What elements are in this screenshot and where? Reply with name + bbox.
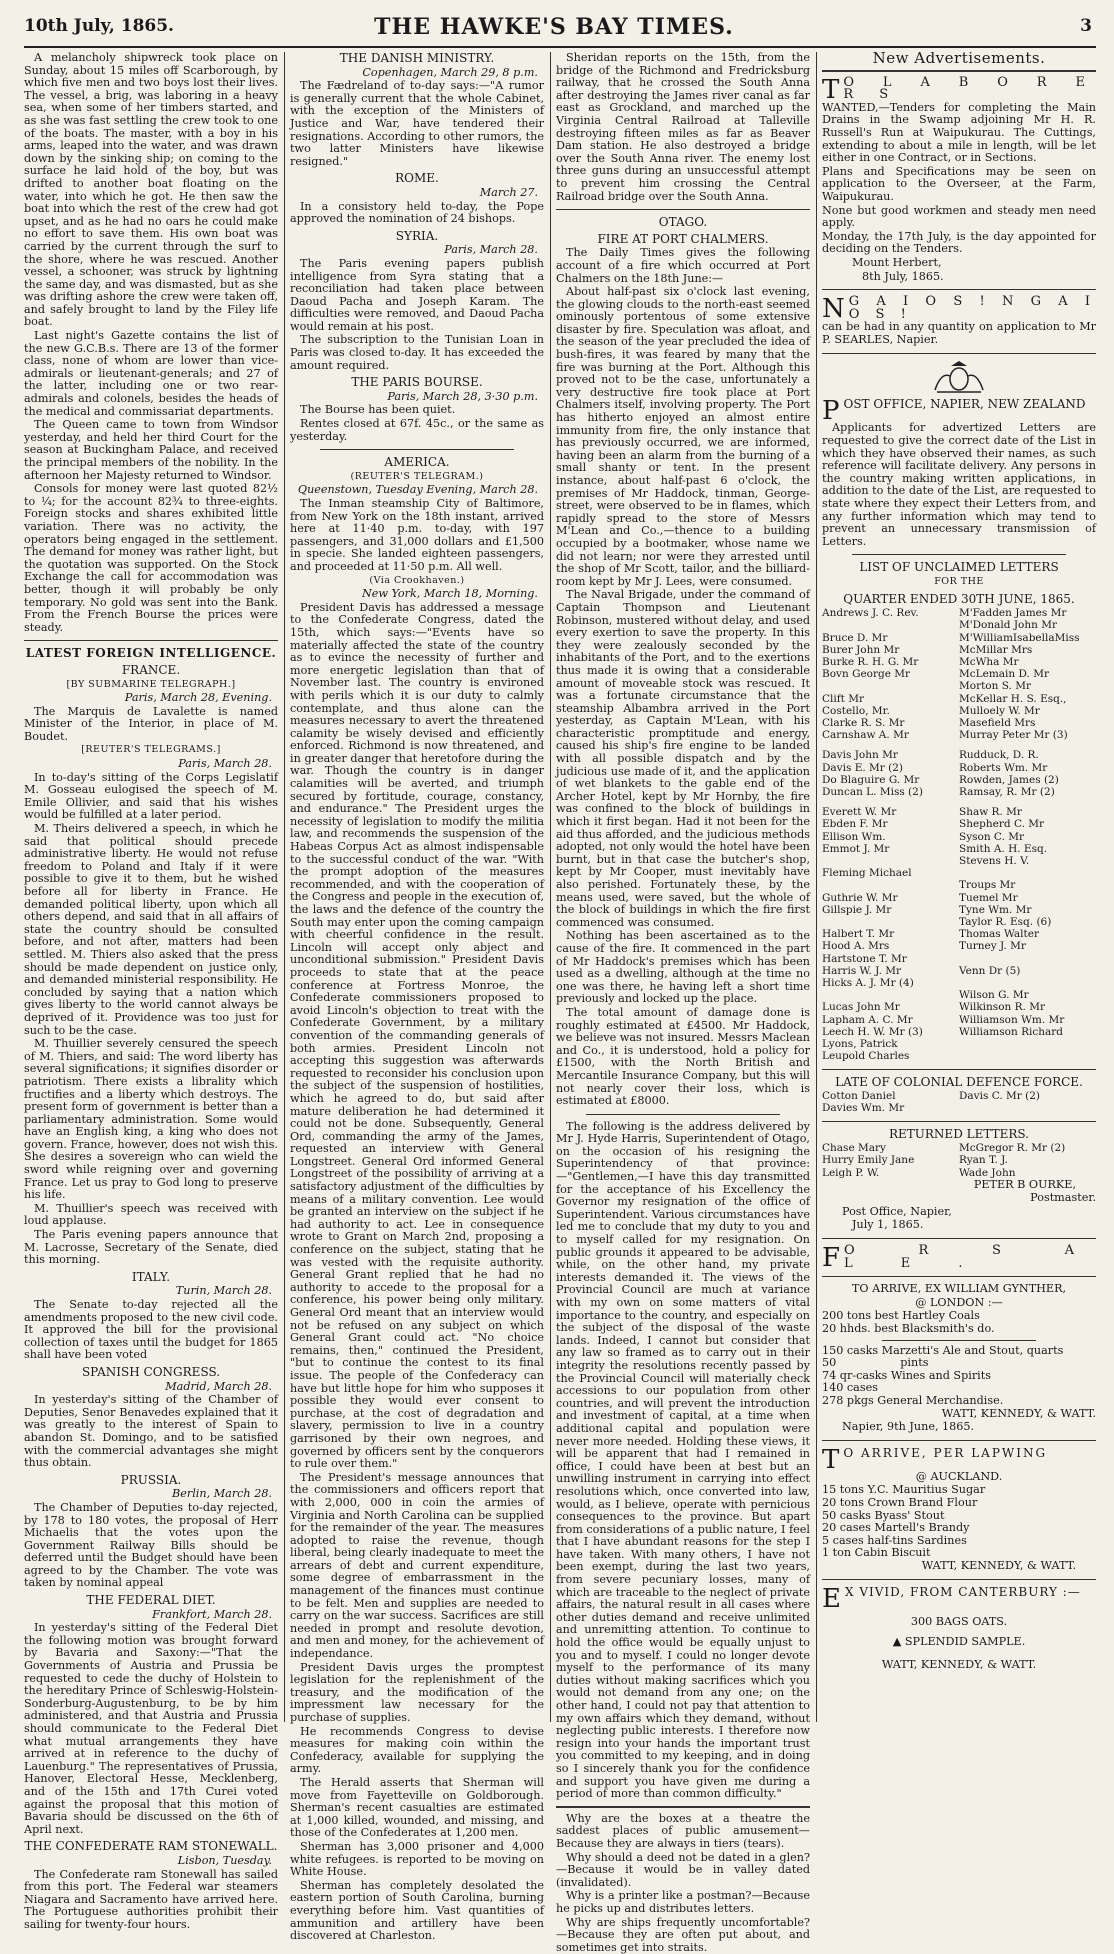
letter-name bbox=[822, 916, 959, 928]
letter-row bbox=[822, 632, 1096, 644]
heading-america: AMERICA. bbox=[290, 456, 544, 469]
letter-name bbox=[959, 1038, 1096, 1050]
letter-name bbox=[822, 741, 959, 749]
list-item: 15 tons Y.C. Mauritius Sugar bbox=[822, 1484, 1096, 1497]
ad-title: OST OFFICE, NAPIER, NEW ZEALAND bbox=[844, 397, 1086, 411]
heading-prussia: PRUSSIA. bbox=[24, 1474, 278, 1487]
letter-name: Murray Peter Mr (3) bbox=[959, 729, 1096, 741]
letter-name: Fleming Michael bbox=[822, 867, 959, 879]
heading-paris-bourse: THE PARIS BOURSE. bbox=[290, 376, 544, 389]
column-rule bbox=[550, 52, 551, 1722]
byline: (Via Crookhaven.) bbox=[290, 575, 544, 588]
divider bbox=[24, 640, 278, 641]
letter-name: Davis C. Mr (2) bbox=[959, 1090, 1096, 1102]
ad-title: O L A B O R E R S bbox=[843, 75, 1096, 103]
heading-rome: ROME. bbox=[290, 172, 544, 185]
letter-name: Burke R. H. G. Mr bbox=[822, 656, 959, 668]
drop-cap: T bbox=[822, 1449, 839, 1471]
paragraph: The Herald asserts that Sherman will move from Fayetteville on Goldborough. Sherman's recent casualties are estimated at 1,000 killed, wounded, and missing, and those of the Confederates at 1,200 men. bbox=[290, 1777, 544, 1840]
list-item: 150 casks Marzetti's Ale and Stout, quarts bbox=[822, 1345, 1096, 1358]
divider bbox=[822, 289, 1096, 290]
dateline: Copenhagen, March 29, 8 p.m. bbox=[290, 67, 538, 80]
letter-name: Venn Dr (5) bbox=[959, 965, 1096, 977]
label: FOR THE bbox=[822, 576, 1096, 589]
heading-fire-port-chalmers: FIRE AT PORT CHALMERS. bbox=[556, 233, 810, 246]
letter-name: Ryan T. J. bbox=[959, 1154, 1096, 1166]
letter-name bbox=[959, 977, 1096, 989]
letter-name: Lucas John Mr bbox=[822, 1001, 959, 1013]
ad-signature: WATT, KENNEDY, & WATT. bbox=[822, 1560, 1076, 1573]
ad-post-office bbox=[822, 398, 1096, 1232]
letter-name: Guthrie W. Mr bbox=[822, 892, 959, 904]
dateline: March 27. bbox=[290, 187, 538, 200]
letter-name: McKellar H. S. Esq., bbox=[959, 693, 1096, 705]
letter-row bbox=[822, 1142, 1096, 1154]
heading-syria: SYRIA. bbox=[290, 230, 544, 243]
ad-signature: WATT, KENNEDY, & WATT. bbox=[822, 1659, 1096, 1672]
paragraph: About half-past six o'clock last evening, the glowing clouds to the north-east seemed ominously portentous of some extensive disaster by fire. Speculation was afloat, and the season of the year precluded the idea of bush-fires, it was feared by many that the fire was burning at the Port. Although this proved not to be the case, unfortunately a very destructive fire took place at Port Chalmers itself, involving property. The Port has hitherto enjoyed an almost entire immunity from fire, the only instance that has previously occurred, we are informed, having been an alarm from the burning of a small shanty or tent. In the present instance, about half-past 6 o'clock, the premises of Mr Haddock, tinman, George-street, were observed to be in flames, which rapidly spread to the store of Messrs M'Lean and Co.,—thence to a building occupied by a bootmaker, whose name we did not learn; nor were they arrested until the shop of Mr Scott, tailor, and the billiard-room kept by Mr J. Lees, were consumed. bbox=[556, 286, 810, 588]
letter-name: Williamson Richard bbox=[959, 1026, 1096, 1038]
paragraph: The Paris evening papers publish intelligence from Syra stating that a reconciliation had taken place between Daoud Pacha and Joseph Karam. The difficulties were removed, and Daoud Pacha would remain at his post. bbox=[290, 258, 544, 334]
divider bbox=[320, 449, 514, 450]
letter-row bbox=[822, 916, 1096, 928]
letter-row bbox=[822, 607, 1096, 619]
paragraph: President Davis urges the promptest legislation for the replenishment of the treasury, and the modification of the impressment law necessary for the purchase of supplies. bbox=[290, 1662, 544, 1725]
divider bbox=[556, 209, 810, 210]
letter-name: Smith A. H. Esq. bbox=[959, 843, 1096, 855]
letter-name: M'Fadden James Mr bbox=[959, 607, 1096, 619]
list-item: 278 pkgs General Merchandise. bbox=[822, 1395, 1096, 1408]
paragraph: Applicants for advertized Letters are requested to give the correct date of the List in which they have observed their names, as such reference will facilitate delivery. Any persons in the country making written applications, in addition to the date of the List, are requested to state where they expect their Letters from, and any further information which may tend to prevent an unnecessary transmission of Letters. bbox=[822, 422, 1096, 548]
ad-for-sale bbox=[822, 1245, 1096, 1434]
list-item: 20 hhds. best Blacksmith's do. bbox=[822, 1323, 1096, 1336]
letter-name bbox=[822, 989, 959, 1001]
letter-name: Davies Wm. Mr bbox=[822, 1102, 959, 1114]
letter-row bbox=[822, 855, 1096, 867]
letter-row bbox=[822, 806, 1096, 818]
letter-name: Ramsay, R. Mr (2) bbox=[959, 786, 1096, 798]
divider bbox=[822, 1579, 1096, 1580]
divider bbox=[586, 1114, 780, 1115]
list-item: 5 cases half-tins Sardines bbox=[822, 1535, 1096, 1548]
letter-row bbox=[822, 1090, 1096, 1102]
drop-cap: P bbox=[822, 400, 840, 422]
dateline: Turin, March 28. bbox=[24, 1285, 272, 1298]
letter-name: Harris W. J. Mr bbox=[822, 965, 959, 977]
heading-unclaimed-letters: LIST OF UNCLAIMED LETTERS bbox=[822, 561, 1096, 574]
letter-name: Andrews J. C. Rev. bbox=[822, 607, 959, 619]
letter-row bbox=[822, 798, 1096, 806]
list-item: 20 cases Martell's Brandy bbox=[822, 1522, 1096, 1535]
letter-row bbox=[822, 644, 1096, 656]
dateline: Berlin, March 28. bbox=[24, 1488, 272, 1501]
column-rule bbox=[816, 52, 817, 1722]
paragraph: In yesterday's sitting of the Federal Diet the following motion was brought forward by Bavaria and Saxony:—"That the Governments of Austria and Prussia be requested to cede the duchy of Holstein to the hereditary Prince of Schleswig-Holstein-Sonderburg-Augustenburg, to be by him administered, and that Austria and Prussia should communicate to the Federal Diet what mutual arrangements they have arrived at in reference to the duchy of Lauenburg." The representatives of Prussia, Hanover, Electoral Hesse, Mecklenberg, and of the 15th and 17th Curei voted against the proposal that this motion of Bavaria should be discussed on the 6th of April next. bbox=[24, 1622, 278, 1836]
letter-name: Tyne Wm. Mr bbox=[959, 904, 1096, 916]
item-list bbox=[822, 1310, 1096, 1335]
letter-name: Leupold Charles bbox=[822, 1050, 959, 1062]
post-office-date: July 1, 1865. bbox=[822, 1219, 1096, 1232]
letter-row bbox=[822, 1154, 1096, 1166]
newspaper-page bbox=[24, 10, 1096, 1725]
ad-subtitle: @ LONDON :— bbox=[822, 1297, 1096, 1310]
letter-name: Hurry Emily Jane bbox=[822, 1154, 959, 1166]
letter-name bbox=[822, 855, 959, 867]
letter-name: Shepherd C. Mr bbox=[959, 818, 1096, 830]
letter-name bbox=[959, 741, 1096, 749]
item-list bbox=[822, 1345, 1096, 1408]
paragraph: Sherman has 3,000 prisoner and 4,000 white refugees. is reported to be moving on White House. bbox=[290, 1841, 544, 1879]
paragraph: can be had in any quantity on application to Mr P. SEARLES, Napier. bbox=[822, 321, 1096, 346]
letter-name: Mulloely W. Mr bbox=[959, 705, 1096, 717]
letter-row bbox=[822, 1014, 1096, 1026]
letter-row bbox=[822, 818, 1096, 830]
letter-name: Rowden, James (2) bbox=[959, 774, 1096, 786]
letter-row bbox=[822, 1038, 1096, 1050]
page-number: 3 bbox=[1080, 16, 1092, 36]
letter-row bbox=[822, 729, 1096, 741]
letter-name: Duncan L. Miss (2) bbox=[822, 786, 959, 798]
paragraph: In a consistory held to-day, the Pope approved the nomination of 24 bishops. bbox=[290, 201, 544, 226]
paragraph: The Paris evening papers announce that M. Lacrosse, Secretary of the Senate, died this morning. bbox=[24, 1229, 278, 1267]
paragraph: The Naval Brigade, under the command of Captain Thompson and Lieutenant Robinson, mustered without delay, and used every exertion to save the property. In this they were zealously seconded by the inhabitants of the Port, and to the exertions thus made it is owing that a considerable amount of moveable stock was rescued. It was a fortunate circumstance that the steamship Albambra arrived in the Port yesterday, as Captain M'Lean, with his characteristic promptitude and energy, caused his ship's fire engine to be landed with all possible dispatch and by the judicious use made of it, and the application of wet blankets to the gable end of the Archer Hotel, kept by Mr Hornby, the fire was confined to the block of buildings in which it first began. Had it not been for the aid thus afforded, and the judicious methods adopted, not only would the hotel have been burnt, but in that case the butcher's shop, kept by Mr Cooper, must inevitably have also perished. Fortunately these, by the means used, were saved, but the whole of the block of buildings in which the fire first commenced was consumed. bbox=[556, 589, 810, 929]
divider bbox=[556, 1806, 810, 1808]
letter-name: Costello, Mr. bbox=[822, 705, 959, 717]
article-consols: Consols for money were last quoted 82½ to ¼; for the account 82¾ to three-eights. Foreign stocks and shares exhibited little variation. There was no activity, the operators being engaged in the settlement. The demand for money was rather light, but the quotation was supported. On the Stock Exchange the call for accommodation was better, though it will probably be only temporary. No gold was sent into the Bank. From the French Bourse the prices were steady. bbox=[24, 483, 278, 634]
letter-name: Tuemel Mr bbox=[959, 892, 1096, 904]
royal-crest-icon bbox=[929, 360, 989, 394]
letter-name: Davis E. Mr (2) bbox=[822, 762, 959, 774]
joke: Why is a printer like a postman?—Because he picks up and distributes letters. bbox=[556, 1890, 810, 1915]
paragraph: Plans and Specifications may be seen on application to the Overseer, at the Farm, Waipukurau. bbox=[822, 166, 1096, 204]
paragraph: The Bourse has been quiet. bbox=[290, 404, 544, 417]
ad-title: X VIVID, FROM CANTERBURY :— bbox=[845, 1585, 1081, 1599]
column-3 bbox=[556, 52, 810, 1722]
postmaster-name: PETER B OURKE, bbox=[822, 1179, 1076, 1192]
signature: 8th July, 1865. bbox=[822, 271, 1096, 284]
letter-row bbox=[822, 1001, 1096, 1013]
paragraph: WANTED,—Tenders for completing the Main Drains in the Swamp adjoining Mr H. R. Russell's Run at Waipukurau. The Cuttings, extending to about a mile in length, will be let either in one Contract, or in Sections. bbox=[822, 102, 1096, 165]
dateline: Queenstown, Tuesday Evening, March 28. bbox=[290, 484, 538, 497]
letter-name: Stevens H. V. bbox=[959, 855, 1096, 867]
letter-name: Hood A. Mrs bbox=[822, 940, 959, 952]
dateline: Paris, March 28. bbox=[290, 244, 538, 257]
letter-row bbox=[822, 989, 1096, 1001]
letter-name bbox=[959, 1050, 1096, 1062]
letter-row bbox=[822, 953, 1096, 965]
paragraph: He recommends Congress to devise measures for making coin within the Confederacy, available for supplying the army. bbox=[290, 1726, 544, 1776]
letter-name: Chase Mary bbox=[822, 1142, 959, 1154]
byline: [BY SUBMARINE TELEGRAPH.] bbox=[24, 679, 278, 692]
ad-laborers bbox=[822, 77, 1096, 284]
divider bbox=[852, 554, 1066, 555]
signature: Mount Herbert, bbox=[822, 257, 1096, 270]
dateline: Frankfort, March 28. bbox=[24, 1609, 272, 1622]
paragraph: The Daily Times gives the following account of a fire which occurred at Port Chalmers on the 18th June:— bbox=[556, 247, 810, 285]
dateline: Paris, March 28, 3·30 p.m. bbox=[290, 391, 538, 404]
letter-name: Everett W. Mr bbox=[822, 806, 959, 818]
paragraph: The Confederate ram Stonewall has sailed from this port. The Federal war steamers Niagara and Sacramento have arrived here. The Portuguese authorities prohibit their sailing for twenty-four hours. bbox=[24, 1869, 278, 1932]
letter-name bbox=[959, 798, 1096, 806]
letter-row bbox=[822, 940, 1096, 952]
paragraph: The Inman steamship City of Baltimore, from New York on the 18th instant, arrived here at 11·40 p.m. to-day, with 197 passengers, and 31,000 dollars and £1,500 in specie. She landed eighteen passengers, and proceeded at 11·50 p.m. All well. bbox=[290, 498, 544, 574]
ad-subtitle: ▲ SPLENDID SAMPLE. bbox=[822, 1636, 1096, 1649]
list-item: 74 qr-casks Wines and Spirits bbox=[822, 1370, 1096, 1383]
heading-spanish-congress: SPANISH CONGRESS. bbox=[24, 1366, 278, 1379]
letter-name: Shaw R. Mr bbox=[959, 806, 1096, 818]
letter-row bbox=[822, 680, 1096, 692]
paragraph: None but good workmen and steady men need apply. bbox=[822, 205, 1096, 230]
joke: Why should a deed not be dated in a glen?—Because it would be in valley dated (invalidated). bbox=[556, 1852, 810, 1890]
letter-name: Rudduck, D. R. bbox=[959, 749, 1096, 761]
letter-name bbox=[822, 619, 959, 631]
letter-name: Davis John Mr bbox=[822, 749, 959, 761]
heading-quarter: QUARTER ENDED 30TH JUNE, 1865. bbox=[822, 593, 1096, 606]
letter-name bbox=[959, 953, 1096, 965]
list-item: 140 cases bbox=[822, 1382, 1096, 1395]
divider bbox=[822, 70, 1096, 72]
heading-returned-letters: RETURNED LETTERS. bbox=[822, 1128, 1096, 1141]
letter-name: Emmot J. Mr bbox=[822, 843, 959, 855]
dateline: New York, March 18, Morning. bbox=[290, 588, 538, 601]
drop-cap: E bbox=[822, 1588, 841, 1610]
byline: (REUTER'S TELEGRAM.) bbox=[290, 471, 544, 484]
letter-row bbox=[822, 904, 1096, 916]
letter-row bbox=[822, 705, 1096, 717]
heading-italy: ITALY. bbox=[24, 1271, 278, 1284]
letter-row bbox=[822, 867, 1096, 879]
letter-name: Lapham A. C. Mr bbox=[822, 1014, 959, 1026]
divider bbox=[822, 1276, 1096, 1277]
heading-ram-stonewall: THE CONFEDERATE RAM STONEWALL. bbox=[24, 1840, 278, 1853]
letter-row bbox=[822, 977, 1096, 989]
letter-row bbox=[822, 1167, 1096, 1179]
ad-signature: WATT, KENNEDY, & WATT. bbox=[822, 1408, 1096, 1421]
letter-row bbox=[822, 668, 1096, 680]
letter-name: McWha Mr bbox=[959, 656, 1096, 668]
letter-name: Leech H. W. Mr (3) bbox=[822, 1026, 959, 1038]
letter-name: Do Blaguire G. Mr bbox=[822, 774, 959, 786]
letter-name: Taylor R. Esq. (6) bbox=[959, 916, 1096, 928]
ad-vivid bbox=[822, 1586, 1096, 1672]
letter-row bbox=[822, 786, 1096, 798]
ad-subtitle: @ AUCKLAND. bbox=[822, 1471, 1096, 1484]
issue-date: 10th July, 1865. bbox=[24, 16, 174, 36]
paragraph: M. Theirs delivered a speech, in which he said that political should precede administrative liberty. He would not refuse freedom to Poland and Italy if it were possible to give it to them, but he wished before all for liberty in France. He demanded political liberty, upon which all others depend, and said that in all affairs of state the country should be consulted before, and not after, matters had been settled. M. Thiers also asked that the press should be made dependent on justice only, and demanded ministerial responsibility. He concluded by saying that a nation which gives liberty to the world cannot always be deprived of it. Providence was too just for such to be the case. bbox=[24, 823, 278, 1037]
heading-new-advertisements: New Advertisements. bbox=[822, 52, 1096, 65]
paragraph: M. Thuillier severely censured the speech of M. Thiers, and said: The word liberty has several significations; it signifies disorder or patriotism. There exists a librality which fructifies and a liberty which destroys. The present form of government is better than a parliamentary administration. Some would have an English king, a king who does not govern. France, however, does not wish this. She desires a sovereign who can wield the sword while reigning over and governing France. Let us pray to God long to preserve his life. bbox=[24, 1038, 278, 1202]
postmaster-title: Postmaster. bbox=[822, 1192, 1096, 1205]
article-gazette: Last night's Gazette contains the list of the new G.C.B.s. There are 13 of the former class, none of whom are lower than vice-admirals or lieutenant-generals; and 27 of the latter, including one or two rear-admirals and colonels, besides the heads of the medical and commissariat departments. bbox=[24, 330, 278, 418]
drop-cap: F bbox=[822, 1247, 840, 1269]
paragraph: In yesterday's sitting of the Chamber of Deputies, Senor Benavedes explained that it was greatly to the interest of Spain to abandon St. Domingo, and to be satisfied with the commercial advantages she might thus obtain. bbox=[24, 1394, 278, 1470]
list-item: 200 tons best Hartley Coals bbox=[822, 1310, 1096, 1323]
letter-row bbox=[822, 1026, 1096, 1038]
list-item: 50 casks Byass' Stout bbox=[822, 1510, 1096, 1523]
paragraph: In to-day's sitting of the Corps Legislatif M. Gosseau eulogised the speech of M. Emile Ollivier, and said that his wishes would be fulfilled at a later period. bbox=[24, 772, 278, 822]
letter-name: Thomas Walter bbox=[959, 928, 1096, 940]
paragraph: The total amount of damage done is roughly estimated at £4500. Mr Haddock, we believe was not insured. Messrs Maclean and Co., it is understood, hold a policy for £1500, with the North British and Mercantile Insurance Company, but this will not nearly cover their loss, which is estimated at £8000. bbox=[556, 1007, 810, 1108]
divider bbox=[822, 1121, 1096, 1122]
drop-cap: N bbox=[822, 298, 845, 320]
article-sheridan: Sheridan reports on the 15th, from the bridge of the Richmond and Fredricksburg railway, that he crossed the South Anna after destroying the James river canal as far east as Grockland, and marched up the Virginia Central Railroad at Talleville destroying fifteen miles as far as Beaver Dam station. He also destroyed a bridge over the South Anna river. The enemy lost three guns during an unsuccessful attempt to prevent him crossing the Central Railroad bridge over the South Anna. bbox=[556, 52, 810, 203]
paragraph: The Fædreland of to-day says:—"A rumor is generally current that the whole Cabinet, with the exception of the Ministers of Justice and War, have tendered their resignations. According to other rumors, the two latter Ministers have likewise resigned." bbox=[290, 80, 544, 168]
list-item: 1 ton Cabin Biscuit bbox=[822, 1547, 1096, 1560]
heading-otago: OTAGO. bbox=[556, 216, 810, 229]
letter-name: Roberts Wm. Mr bbox=[959, 762, 1096, 774]
letter-name: Leigh P. W. bbox=[822, 1167, 959, 1179]
letter-name: Lyons, Patrick bbox=[822, 1038, 959, 1050]
letter-row bbox=[822, 965, 1096, 977]
paragraph: The President's message announces that the commissioners and officers report that with 2,000, 000 in coin the armies of Virginia and North Carolina can be supplied for the remainder of the year. The measures adopted to raise the revenue, though liberal, being clearly inadequate to meet the arrears of debt and current expenditure, some degree of embarrassment in the management of the finances must continue to be felt. Men and supplies are needed to carry on the war success. Sacrifices are still needed in prompt and resolute devotion, and men and money, for the achievement of independance. bbox=[290, 1472, 544, 1661]
letter-name: Williamson Wm. Mr bbox=[959, 1014, 1096, 1026]
letter-name: Morton S. Mr bbox=[959, 680, 1096, 692]
column-rule bbox=[284, 52, 285, 1722]
letter-name: Clift Mr bbox=[822, 693, 959, 705]
paragraph: Sherman has completely desolated the eastern portion of South Carolina, burning everything before him. Vast quantities of ammunition and artillery have been discovered at Charleston. bbox=[290, 1880, 544, 1943]
column-1 bbox=[24, 52, 278, 1722]
letter-name: Wilson G. Mr bbox=[959, 989, 1096, 1001]
letter-name: Wade John bbox=[959, 1167, 1096, 1179]
dateline: Lisbon, Tuesday. bbox=[24, 1855, 272, 1868]
letter-row bbox=[822, 879, 1096, 891]
letter-name: Ellison Wm. bbox=[822, 831, 959, 843]
newspaper-title: THE HAWKE'S BAY TIMES. bbox=[314, 14, 794, 40]
article-harris-address: The following is the address delivered by Mr J. Hyde Harris, Superintendent of Otago, on the occasion of his resigning the Superintendency of that province:—"Gentlemen,—I have this day transmitted for the acceptance of his Excellency the Governor my resignation of the office of Superintendent. Various circumstances have led me to conclude that my duty to you and to myself called for my resignation. On public grounds it appeared to be advisable, while, on the other hand, my private interests demanded it. The views of the Provincial Council are much at variance with my own on some matters of vital importance to the country, and especially on the subject of the disposal of the waste lands. Indeed, I cannot but consider that any law so framed as to carry out in their integrity the resolutions recently passed by the Provincial Council will materially check accessions to our population from other countries, and will prevent the introduction and investment of capital, at a time when additional capital and population were never more needed. Holding these views, it will be apparent that had I remained in office, I could have been at best but an unwilling instrument in carrying into effect resolutions which, once converted into law, would, as I believe, operate with pernicious consequences to the province. But apart from considerations of a public nature, I feel that I have abundant reasons for the step I have taken. With many others, I have not been exempt, during the last two years, from severe pecuniary losses, many of which are traceable to the neglect of private affairs, the natural result in all cases where other duties demand and receive unlimited and unremitting attention. To continue to hold the office would be equally unjust to you and to myself. I could no longer devote myself to the performance of its many duties without making sacrifices which you would not demand from any one; on the other hand, I could not pay that attention to my own affairs which they demand, without neglecting public interests. I therefore now resign into your hands the important trust you committed to my keeping, and in doing so I sincerely thank you for the confidence and support you have given me during a period of more than common difficulty." bbox=[556, 1121, 810, 1801]
post-office-place: Post Office, Napier, bbox=[822, 1206, 1096, 1219]
letter-name: Masefield Mrs bbox=[959, 717, 1096, 729]
dateline: Paris, March 28, Evening. bbox=[24, 692, 272, 705]
letter-name bbox=[822, 879, 959, 891]
letter-name: Halbert T. Mr bbox=[822, 928, 959, 940]
letter-name bbox=[822, 798, 959, 806]
defence-letters-table bbox=[822, 1090, 1096, 1114]
ad-date: Napier, 9th June, 1865. bbox=[822, 1421, 1096, 1434]
letter-row bbox=[822, 749, 1096, 761]
letter-name: McLemain D. Mr bbox=[959, 668, 1096, 680]
column-4-advertisements bbox=[822, 52, 1096, 1722]
letter-name: Troups Mr bbox=[959, 879, 1096, 891]
letter-name: Carnshaw A. Mr bbox=[822, 729, 959, 741]
letter-row bbox=[822, 693, 1096, 705]
letter-name bbox=[959, 1102, 1096, 1114]
joke: Why are the boxes at a theatre the saddest places of public amusement—Because they are always in tiers (tears). bbox=[556, 1813, 810, 1851]
letter-name: Bovn George Mr bbox=[822, 668, 959, 680]
item-list bbox=[822, 1484, 1096, 1560]
ad-ngaios bbox=[822, 296, 1096, 347]
article-queen: The Queen came to town from Windsor yesterday, and held her third Court for the season at Buckingham Palace, and received the principal members of the nobility. In the afternoon her Majesty returned to Windsor. bbox=[24, 419, 278, 482]
heading-latest-foreign: LATEST FOREIGN INTELLIGENCE. bbox=[24, 647, 278, 660]
letter-row bbox=[822, 843, 1096, 855]
letter-name: Turney J. Mr bbox=[959, 940, 1096, 952]
letter-name: Wilkinson R. Mr bbox=[959, 1001, 1096, 1013]
letter-name: Burer John Mr bbox=[822, 644, 959, 656]
byline: [REUTER'S TELEGRAMS.] bbox=[24, 744, 278, 757]
drop-cap: T bbox=[822, 79, 839, 101]
paragraph: Rentes closed at 67f. 45c., or the same as yesterday. bbox=[290, 418, 544, 443]
paragraph: The subscription to the Tunisian Loan in Paris was closed to-day. It has exceeded the amount required. bbox=[290, 334, 544, 372]
letter-name: McGregor R. Mr (2) bbox=[959, 1142, 1096, 1154]
list-item: 50 pints bbox=[822, 1357, 1096, 1370]
letter-name: Bruce D. Mr bbox=[822, 632, 959, 644]
letter-name: M'WilliamIsabellaMiss bbox=[959, 632, 1096, 644]
masthead bbox=[24, 10, 1096, 48]
paragraph: The Chamber of Deputies to-day rejected, by 178 to 180 votes, the proposal of Herr Michaelis that the votes upon the Government Railway Bills should be deferred until the Budget should have been agreed to by the Chamber. The vote was taken by nominal appeal bbox=[24, 1502, 278, 1590]
letter-row bbox=[822, 619, 1096, 631]
divider bbox=[822, 1238, 1096, 1239]
letter-name: Hartstone T. Mr bbox=[822, 953, 959, 965]
divider bbox=[822, 1440, 1096, 1441]
ad-subtitle: 300 BAGS OATS. bbox=[822, 1616, 1096, 1629]
letter-row bbox=[822, 1050, 1096, 1062]
letter-name: Syson C. Mr bbox=[959, 831, 1096, 843]
letter-name: M'Donald John Mr bbox=[959, 619, 1096, 631]
letter-name bbox=[822, 680, 959, 692]
dateline: Madrid, March 28. bbox=[24, 1381, 272, 1394]
letter-row bbox=[822, 774, 1096, 786]
divider bbox=[822, 353, 1096, 354]
letter-row bbox=[822, 656, 1096, 668]
divider bbox=[822, 1069, 1096, 1070]
letter-row bbox=[822, 762, 1096, 774]
paragraph: Nothing has been ascertained as to the cause of the fire. It commenced in the part of Mr Haddock's premises which has been used as a dwelling, although at the time no one was there, he having left a short time previously and locked up the place. bbox=[556, 930, 810, 1006]
letter-name: Cotton Daniel bbox=[822, 1090, 959, 1102]
unclaimed-letters-table bbox=[822, 607, 1096, 1062]
letter-name: Gillspie J. Mr bbox=[822, 904, 959, 916]
ad-lapwing bbox=[822, 1447, 1096, 1573]
list-item: 20 tons Crown Brand Flour bbox=[822, 1497, 1096, 1510]
ad-title: G A I O S ! N G A I O S ! bbox=[849, 294, 1096, 322]
heading-colonial-defence: LATE OF COLONIAL DEFENCE FORCE. bbox=[822, 1076, 1096, 1089]
letter-row bbox=[822, 928, 1096, 940]
paragraph: M. Thuillier's speech was received with loud applause. bbox=[24, 1203, 278, 1228]
letter-row bbox=[822, 831, 1096, 843]
heading-danish-ministry: THE DANISH MINISTRY. bbox=[290, 52, 544, 65]
article-shipwreck: A melancholy shipwreck took place on Sunday, about 15 miles off Scarborough, by which five men and two boys lost their lives. The vessel, a brig, was laboring in a heavy sea, when some of her timbers started, and as she was fast settling the crew took to one of the boats. The master, with a boy in his arms, leaped into the water, and was drawn down by the sinking ship; on coming to the surface he laid hold of the boy, but was drifted to another boat floating on the water, into which he got. He then saw the boat into which the rest of the crew had got upset, and as he had no oars he could make no effort to save them. His own boat was carried by the current through the surf to the shore, where he was rescued. Another vessel, a schooner, was struck by lightning the same day, and was dismasted, but as she was drifting ashore the crew were taken off, and safely brought to land by the Filey life boat. bbox=[24, 52, 278, 329]
letter-name: Clarke R. S. Mr bbox=[822, 717, 959, 729]
ad-title: O ARRIVE, PER LAPWING bbox=[843, 1446, 1047, 1460]
letter-row bbox=[822, 717, 1096, 729]
returned-letters-table bbox=[822, 1142, 1096, 1179]
paragraph: President Davis has addressed a message to the Confederate Congress, dated the 15th, which says:—"Events have so materially affected the state of the country as to evince the necessity of further and more energetic legislation than that of November last. The country is environed with perils which it is our duty to calmly contemplate, and thus alone can the measures necessary to avert the threatened calamity be wisely devised and efficiently enforced. Richmond is now threatened, and in greater danger that heretofore during the war. Though the country is in danger calamities will be averted, and triumph secured by fortitude, courage, constancy, and endurance." The President urges the necessity of legislation to modify the militia law, and recommends the suspension of the Habeas Corpus Act as almost indispensable to the successful conduct of the war. "With the prompt adoption of the measures recommended, and with the cooperation of the Congress and people in the execution of, the laws and the defence of the country the South may enter upon the coming campaign with cheerful confidence in the result. Lincoln will accept only abject and unconditional submission." President Davis proceeds to state that at the peace conference at Fortress Monroe, the Confederate commissioners proposed to avoid Lincoln's objection to treat with the Confederate Government, by a military convention of the commanding generals of both armies. President Lincoln not accepting this suggestion was afterwards requested to reconsider his conclusion upon the subject of the suspension of hostilities, which he agreed to do, but said after mature deliberation he had determined it could not be done. Subsequently, General Ord, commanding the army of the James, requested an interview with General Longstreet. General Ord informed General Longstreet of the possibility of arriving at a satisfactory adjustment of the difficulties by means of a military convention. Lee would be granted an interview on the subject if he had authority to act. Lee in consequence wrote to Grant on March 2nd, proposing a conference on the subject, stating that he was vested with the requisite authority. General Grant replied that he had no authority to accede to the proposal for a conference, his power being only military. General Ord meant that an interview would not be refused on any subject on which General Grant could act. "No choice remains, then," continued the President, "but to continue the contest to its final issue. The people of the Confederacy can have but little hope for him who supposes it possible they would ever consent to purchase, at the cost of degradation and slavery, permission to live in a country garrisoned by their own negroes, and governed by officers sent by the conquerors to rule over them." bbox=[290, 602, 544, 1471]
column-2 bbox=[290, 52, 544, 1722]
paragraph: The Senate to-day rejected all the amendments proposed to the new civil code. It approved the bill for the provisional collection of taxes until the budget for 1865 shall have been voted bbox=[24, 1299, 278, 1362]
letter-name bbox=[959, 867, 1096, 879]
ad-title: O R S A L E . bbox=[844, 1243, 1096, 1271]
letter-name: McMillar Mrs bbox=[959, 644, 1096, 656]
paragraph: Monday, the 17th July, is the day appointed for deciding on the Tenders. bbox=[822, 231, 1096, 256]
dateline: Paris, March 28. bbox=[24, 758, 272, 771]
letter-row bbox=[822, 892, 1096, 904]
paragraph: The Marquis de Lavalette is named Minister of the Interior, in place of M. Boudet. bbox=[24, 706, 278, 744]
joke: Why are ships frequently uncomfortable?—Because they are often put about, and sometimes get into straits. bbox=[556, 1917, 810, 1954]
letter-row bbox=[822, 1102, 1096, 1114]
heading-federal-diet: THE FEDERAL DIET. bbox=[24, 1594, 278, 1607]
letter-row bbox=[822, 741, 1096, 749]
letter-name: Ebden F. Mr bbox=[822, 818, 959, 830]
letter-name: Hicks A. J. Mr (4) bbox=[822, 977, 959, 989]
divider bbox=[882, 1340, 1036, 1341]
ad-subtitle: TO ARRIVE, EX WILLIAM GYNTHER, bbox=[822, 1283, 1096, 1296]
heading-france: FRANCE. bbox=[24, 664, 278, 677]
